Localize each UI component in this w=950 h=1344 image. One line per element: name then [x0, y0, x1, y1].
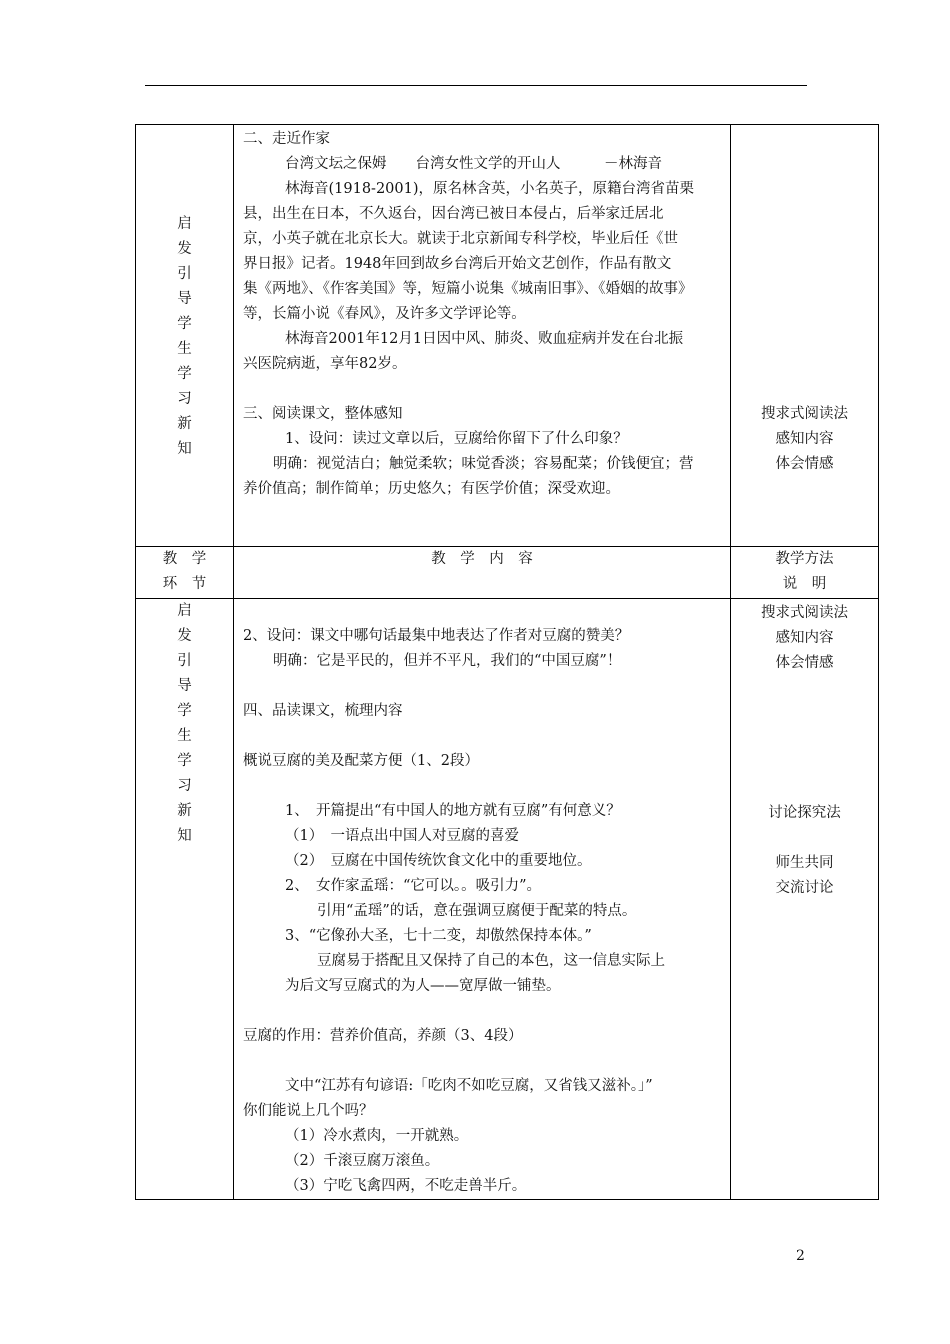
- stage-label: 启 发 引 导 学 生 学 习 新 知: [177, 216, 192, 457]
- header-content: 教 学 内 容: [234, 547, 731, 599]
- column-header-row: [136, 547, 879, 599]
- subheading-beauty: 概说豆腐的美及配菜方便（1、2段）: [243, 753, 479, 769]
- method-label: 体会情感: [775, 456, 834, 472]
- method-label: 搜求式阅读法: [761, 605, 848, 621]
- point-line: 引用“孟瑶”的话，意在强调豆腐便于配菜的特点。: [317, 903, 637, 919]
- header-rule: [145, 85, 807, 86]
- answer-line: 养价值高；制作简单；历史悠久；有医学价值；深受欢迎。: [243, 481, 620, 497]
- stage-cell: [136, 125, 234, 547]
- subheading-function: 豆腐的作用：营养价值高，养颜（3、4段）: [243, 1028, 523, 1044]
- heading-read-text: 三、阅读课文，整体感知: [243, 406, 403, 422]
- author-titles: 台湾文坛之保姆 台湾女性文学的开山人 －林海音: [285, 156, 662, 172]
- method-label: 交流讨论: [775, 880, 834, 896]
- point-line: 为后文写豆腐式的为人——宽厚做一铺垫。: [285, 978, 561, 994]
- content-cell: [234, 599, 731, 1200]
- point-line: 1、 开篇提出“有中国人的地方就有豆腐”有何意义？: [285, 803, 621, 819]
- proverb-question: 你们能说上几个吗？: [243, 1103, 374, 1119]
- point-line: （2） 豆腐在中国传统饮食文化中的重要地位。: [285, 853, 592, 869]
- method-label: 感知内容: [775, 431, 834, 447]
- method-label: 体会情感: [775, 655, 834, 671]
- answer-line: 明确：视觉洁白；触觉柔软；味觉香淡；容易配菜；价钱便宜；营: [273, 456, 694, 472]
- point-line: 3、“它像孙大圣，七十二变，却傲然保持本体。”: [285, 928, 592, 944]
- answer-line: 明确：它是平民的，但并不平凡，我们的“中国豆腐”！: [273, 653, 622, 669]
- proverb-item: （1）冷水煮肉，一开就熟。: [285, 1128, 469, 1144]
- content-cell: [234, 125, 731, 547]
- bio-line: 集《两地》、《作客美国》等，短篇小说集《城南旧事》、《婚姻的故事》: [243, 281, 693, 297]
- section-row-author: [136, 125, 879, 547]
- stage-cell: [136, 599, 234, 1200]
- method-cell: [731, 599, 879, 1200]
- heading-analyze-text: 四、品读课文，梳理内容: [243, 703, 403, 719]
- question-line: 2、设问：课文中哪句话最集中地表达了作者对豆腐的赞美？: [243, 628, 630, 644]
- method-label: 讨论探究法: [768, 805, 841, 821]
- proverb-intro: 文中“江苏有句谚语:「吃肉不如吃豆腐，又省钱又滋补。」”: [285, 1078, 653, 1094]
- method-cell: [731, 125, 879, 547]
- bio-line: 林海音(1918-2001)，原名林含英，小名英子，原籍台湾省苗栗: [285, 181, 695, 197]
- bio-line: 兴医院病逝，享年82岁。: [243, 356, 407, 372]
- section-row-reading: [136, 599, 879, 1200]
- bio-line: 京，小英子就在北京长大。就读于北京新闻专科学校，毕业后任《世: [243, 231, 678, 247]
- header-stage: 教 学 环 节: [136, 547, 234, 599]
- stage-label: 启 发 引 导 学 生 学 习 新 知: [177, 603, 192, 844]
- point-line: 2、 女作家孟瑶：“它可以。。吸引力”。: [285, 878, 542, 894]
- bio-line: 界日报》记者。1948年回到故乡台湾后开始文艺创作，作品有散文: [243, 256, 672, 272]
- lesson-plan-table: [135, 124, 879, 1200]
- method-label: 感知内容: [775, 630, 834, 646]
- page-number: 2: [796, 1248, 805, 1264]
- header-method: 教学方法 说 明: [731, 547, 879, 599]
- bio-line: 县，出生在日本，不久返台，因台湾已被日本侵占，后举家迁居北: [243, 206, 664, 222]
- bio-line: 林海音2001年12月1日因中风、肺炎、败血症病并发在台北振: [285, 331, 684, 347]
- proverb-item: （2）千滚豆腐万滚鱼。: [285, 1153, 440, 1169]
- point-line: （1） 一语点出中国人对豆腐的喜爱: [285, 828, 519, 844]
- question-line: 1、设问：读过文章以后，豆腐给你留下了什么印象？: [285, 431, 628, 447]
- bio-line: 等，长篇小说《春风》，及许多文学评论等。: [243, 306, 526, 322]
- heading-approach-author: 二、走近作家: [243, 131, 330, 147]
- method-label: 搜求式阅读法: [761, 406, 848, 422]
- proverb-item: （3）宁吃飞禽四两，不吃走兽半斤。: [285, 1178, 527, 1194]
- method-label: 师生共同: [775, 855, 834, 871]
- point-line: 豆腐易于搭配且又保持了自己的本色，这一信息实际上: [317, 953, 665, 969]
